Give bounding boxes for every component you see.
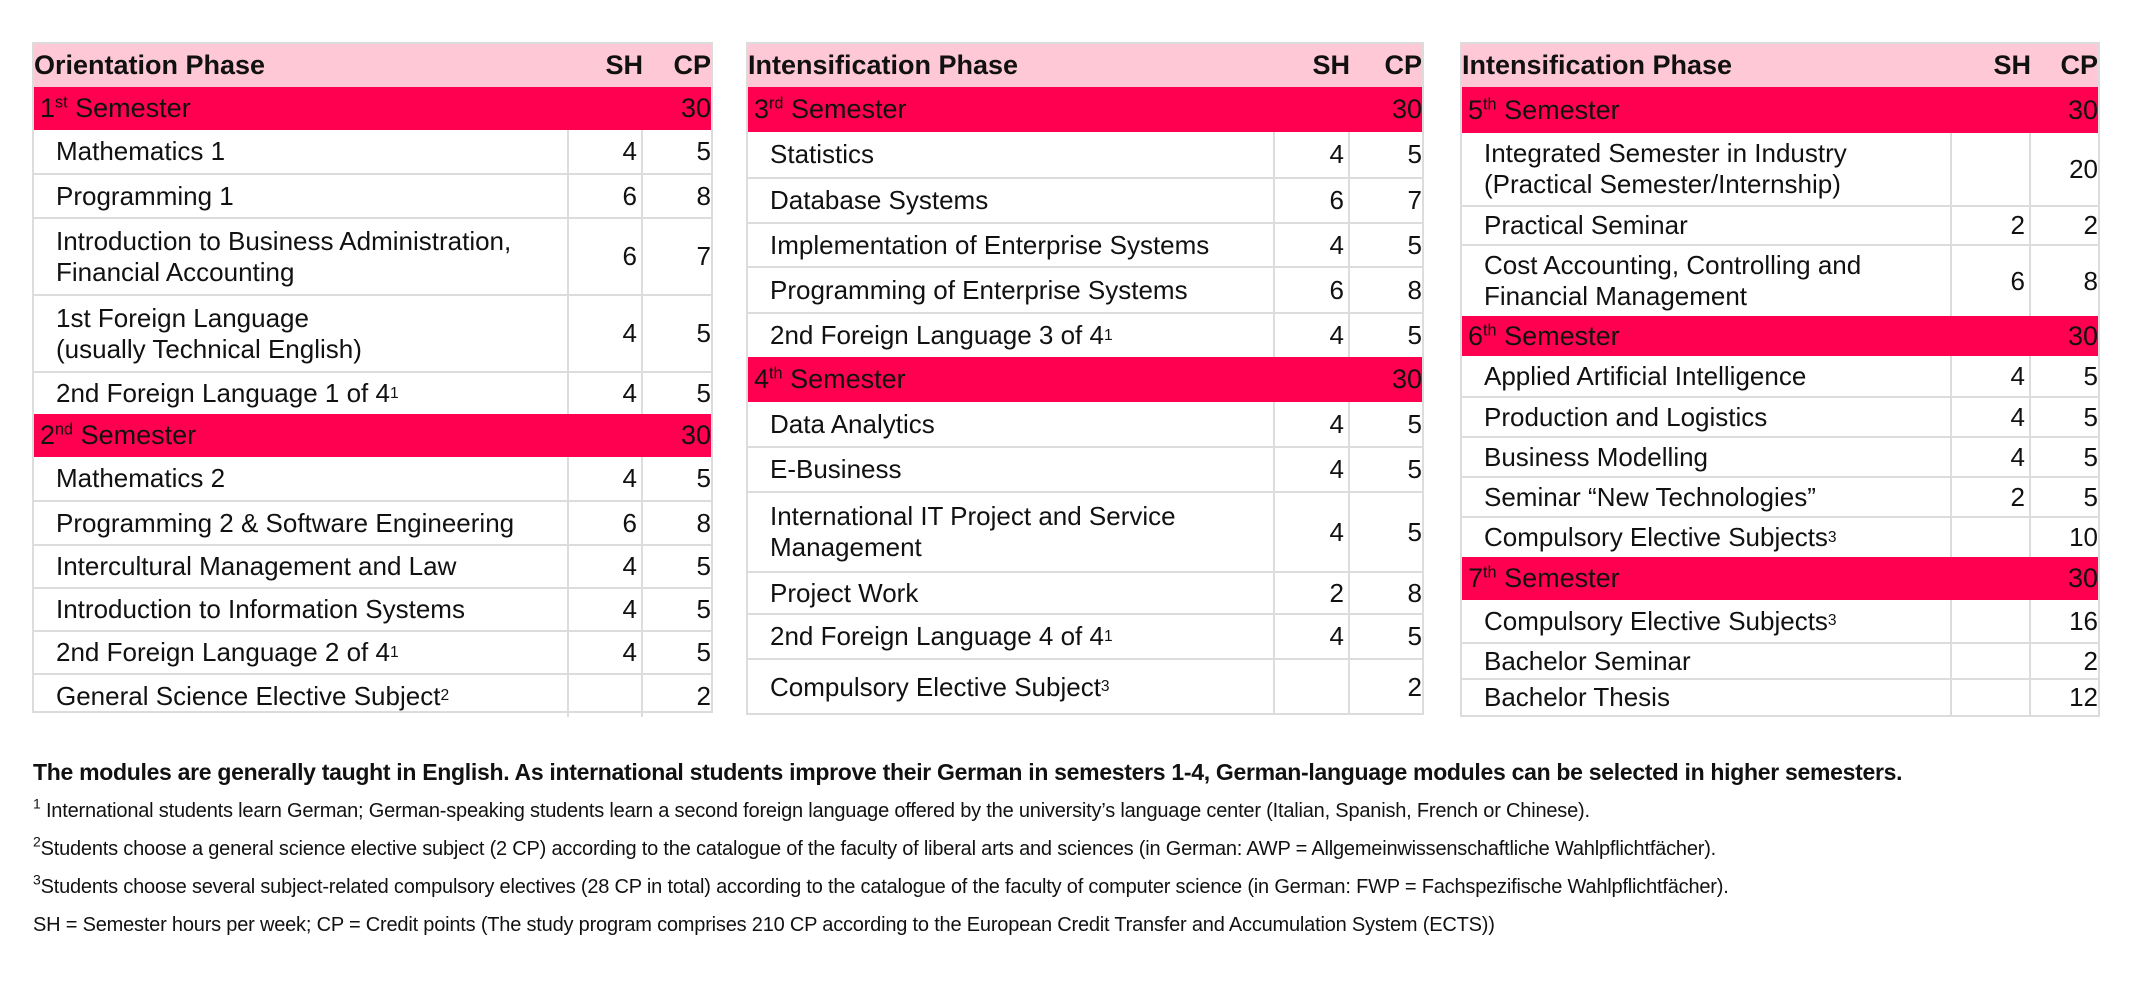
module-row xyxy=(748,266,1422,312)
module-cp: 5 xyxy=(2083,481,2098,512)
module-name: 2nd Foreign Language 2 of 4 1 xyxy=(34,632,569,673)
semester-row-6 xyxy=(1462,316,2098,356)
module-sh: 2 xyxy=(1275,573,1350,613)
module-cp: 5 xyxy=(2083,401,2098,432)
module-name: Introduction to Information Systems xyxy=(34,589,569,630)
module-cp: 12 xyxy=(2069,682,2098,712)
module-row xyxy=(34,294,711,371)
module-cp: 5 xyxy=(696,594,711,624)
semester-row-1 xyxy=(34,87,711,130)
module-row xyxy=(34,173,711,217)
module-row xyxy=(1462,436,2098,476)
module-name: Integrated Semester in Industry (Practical Semester/Internship) xyxy=(1462,133,1952,205)
module-row xyxy=(34,587,711,630)
module-cp: 5 xyxy=(1407,454,1422,484)
module-row xyxy=(1462,678,2098,715)
footnote-3: $^3$Students choose several subject-related compulsory electives (28 CP in total) according to the catalogue of the faculty of computer science (in German: FWP = Fachspezifische Wahlpflichtfächer). xyxy=(33,871,1729,898)
semester-total-cp: 30 xyxy=(1391,364,1422,394)
module-row xyxy=(1462,476,2098,516)
module-row xyxy=(748,222,1422,266)
module-name: Bachelor Seminar xyxy=(1462,644,1952,678)
footnote-2: $^2$Students choose a general science elective subject (2 CP) according to the catalogue of the faculty of liberal arts and sciences (in German: AWP = Allgemeinwissenschaftliche Wahlpflichtfächer). xyxy=(33,833,1717,860)
module-cp: 8 xyxy=(2083,265,2098,296)
module-name: Implementation of Enterprise Systems xyxy=(748,224,1275,266)
module-sh: 4 xyxy=(569,546,643,587)
module-cp: 5 xyxy=(1407,408,1422,439)
module-name: Compulsory Elective Subjects 3 xyxy=(1462,518,1952,557)
module-row xyxy=(1462,356,2098,396)
module-name: 2nd Foreign Language 4 of 4 1 xyxy=(748,615,1275,658)
module-sh: 4 xyxy=(1952,398,2031,436)
module-name: Production and Logistics xyxy=(1462,398,1952,436)
module-sh: 6 xyxy=(569,175,643,217)
module-cp: 8 xyxy=(696,507,711,538)
module-name: Mathematics 1 xyxy=(34,130,569,173)
intensification-phase-table-2 xyxy=(1460,42,2100,717)
module-row xyxy=(748,312,1422,357)
module-name: 2nd Foreign Language 1 of 4 1 xyxy=(34,373,569,414)
semester-row-5 xyxy=(1462,87,2098,133)
module-sh: 4 xyxy=(1952,438,2031,476)
module-name: Compulsory Elective Subjects 3 xyxy=(1462,600,1952,642)
module-row xyxy=(34,371,711,414)
module-row xyxy=(748,402,1422,446)
cp-column-header: CP xyxy=(2060,50,2098,80)
module-name: Cost Accounting, Controlling and Financial Management xyxy=(1462,246,1952,316)
module-name: Programming 2 & Software Engineering xyxy=(34,502,569,544)
module-row xyxy=(748,613,1422,658)
module-cp: 2 xyxy=(696,680,711,711)
abbreviation-legend: SH = Semester hours per week; CP = Credit points (The study program comprises 210 CP according to the European Credit Transfer and Accumulation System (ECTS)) xyxy=(33,914,1495,936)
notes-section xyxy=(33,754,2133,944)
module-row xyxy=(34,130,711,173)
module-cp: 5 xyxy=(1407,516,1422,547)
module-cp: 5 xyxy=(1407,320,1422,350)
semester-total-cp: 30 xyxy=(1391,94,1422,124)
module-cp: 7 xyxy=(1407,185,1422,215)
module-row xyxy=(34,457,711,500)
module-name: Applied Artificial Intelligence xyxy=(1462,356,1952,396)
module-cp: 8 xyxy=(696,180,711,211)
phase-title: Intensification Phase xyxy=(1462,50,1733,80)
module-sh: 6 xyxy=(1275,268,1350,312)
module-sh: 4 xyxy=(1275,402,1350,446)
module-cp: 5 xyxy=(2083,360,2098,391)
module-cp: 2 xyxy=(2083,210,2098,240)
module-row xyxy=(748,446,1422,491)
module-name: Mathematics 2 xyxy=(34,457,569,500)
module-name: Bachelor Thesis xyxy=(1462,680,1952,715)
module-row xyxy=(748,177,1422,222)
module-cp: 5 xyxy=(696,551,711,581)
cp-column-header: CP xyxy=(673,50,711,80)
module-cp: 5 xyxy=(696,136,711,166)
module-name: Seminar “New Technologies” xyxy=(1462,478,1952,516)
module-cp: 7 xyxy=(696,241,711,271)
module-cp: 5 xyxy=(1407,229,1422,260)
module-name: Practical Seminar xyxy=(1462,207,1952,244)
module-name: Business Modelling xyxy=(1462,438,1952,476)
module-sh xyxy=(569,675,643,717)
module-sh xyxy=(1275,660,1350,714)
semester-row-3 xyxy=(748,87,1422,132)
module-name: Intercultural Management and Law xyxy=(34,546,569,587)
module-name: 1st Foreign Language (usually Technical English) xyxy=(34,296,569,371)
module-sh: 2 xyxy=(1952,207,2031,244)
semester-label: 7th Semester xyxy=(1468,563,1620,593)
module-sh: 4 xyxy=(1275,224,1350,266)
module-name: Programming of Enterprise Systems xyxy=(748,268,1275,312)
module-row xyxy=(1462,600,2098,642)
module-cp: 5 xyxy=(696,318,711,348)
module-row xyxy=(34,500,711,544)
module-name: E-Business xyxy=(748,448,1275,491)
intensification-phase-table-1 xyxy=(746,42,1424,715)
module-cp: 5 xyxy=(1407,621,1422,651)
module-sh: 2 xyxy=(1952,478,2031,516)
semester-total-cp: 30 xyxy=(680,93,711,123)
module-row xyxy=(34,544,711,587)
module-row xyxy=(34,673,711,717)
table-header xyxy=(1462,44,2098,87)
module-row xyxy=(1462,133,2098,205)
module-cp: 16 xyxy=(2069,605,2098,636)
module-cp: 5 xyxy=(696,637,711,667)
module-sh: 4 xyxy=(569,130,643,173)
module-row xyxy=(1462,642,2098,678)
module-sh: 4 xyxy=(569,457,643,500)
sh-column-header: SH xyxy=(1312,50,1350,80)
module-sh: 4 xyxy=(569,632,643,673)
module-sh xyxy=(1952,518,2031,557)
module-name: Compulsory Elective Subject 3 xyxy=(748,660,1275,714)
module-sh: 4 xyxy=(1275,448,1350,491)
module-name: 2nd Foreign Language 3 of 4 1 xyxy=(748,314,1275,357)
table-header xyxy=(748,44,1422,87)
module-row xyxy=(1462,396,2098,436)
module-cp: 5 xyxy=(2083,441,2098,472)
module-cp: 20 xyxy=(2069,153,2098,184)
orientation-phase-table xyxy=(32,42,713,713)
module-row xyxy=(34,217,711,294)
module-sh: 4 xyxy=(1275,615,1350,658)
module-name: Introduction to Business Administration, Financial Accounting xyxy=(34,219,569,294)
module-row xyxy=(34,630,711,673)
module-sh: 4 xyxy=(569,296,643,371)
module-sh: 4 xyxy=(569,589,643,630)
module-cp: 2 xyxy=(2083,645,2098,676)
module-cp: 5 xyxy=(696,378,711,408)
module-row xyxy=(748,571,1422,613)
module-sh: 4 xyxy=(1275,493,1350,571)
semester-total-cp: 30 xyxy=(2067,94,2098,125)
semester-label: 1st Semester xyxy=(40,93,191,123)
semester-row-2 xyxy=(34,414,711,457)
module-sh xyxy=(1952,133,2031,205)
module-sh xyxy=(1952,644,2031,678)
semester-label: 2nd Semester xyxy=(40,420,197,450)
module-sh xyxy=(1952,680,2031,715)
sh-column-header: SH xyxy=(605,50,643,80)
module-sh: 4 xyxy=(569,373,643,414)
module-row xyxy=(748,132,1422,177)
language-note: The modules are generally taught in English. As international students improve their German in semesters 1-4, German-language modules can be selected in higher semesters. xyxy=(33,759,1903,785)
module-sh: 6 xyxy=(1275,179,1350,222)
module-cp: 8 xyxy=(1407,577,1422,608)
module-row xyxy=(1462,244,2098,316)
module-row xyxy=(748,658,1422,714)
semester-label: 4th Semester xyxy=(754,364,906,394)
module-sh: 6 xyxy=(569,219,643,294)
sh-column-header: SH xyxy=(1993,50,2031,80)
module-sh: 6 xyxy=(569,502,643,544)
module-sh: 4 xyxy=(1275,132,1350,177)
semester-label: 5th Semester xyxy=(1468,94,1620,125)
module-row xyxy=(1462,516,2098,557)
footnote-1: $^1$ International students learn German; German-speaking students learn a second foreign language offered by the university’s language center (Italian, Spanish, French or Chinese). xyxy=(33,795,1590,822)
module-name: General Science Elective Subject 2 xyxy=(34,675,569,717)
module-cp: 8 xyxy=(1407,274,1422,305)
module-cp: 5 xyxy=(696,463,711,493)
module-sh: 4 xyxy=(1275,314,1350,357)
module-name: Programming 1 xyxy=(34,175,569,217)
semester-label: 3rd Semester xyxy=(754,94,907,124)
module-cp: 5 xyxy=(1407,139,1422,169)
phase-title: Intensification Phase xyxy=(748,50,1019,80)
module-row xyxy=(748,491,1422,571)
semester-label: 6th Semester xyxy=(1468,320,1620,351)
module-name: Statistics xyxy=(748,132,1275,177)
module-cp: 10 xyxy=(2069,522,2098,552)
module-cp: 2 xyxy=(1407,671,1422,702)
module-sh: 6 xyxy=(1952,246,2031,316)
semester-total-cp: 30 xyxy=(680,420,711,450)
phase-title: Orientation Phase xyxy=(34,50,266,80)
table-header xyxy=(34,44,711,87)
cp-column-header: CP xyxy=(1384,50,1422,80)
semester-total-cp: 30 xyxy=(2067,563,2098,593)
semester-total-cp: 30 xyxy=(2067,320,2098,351)
semester-row-7 xyxy=(1462,557,2098,600)
module-sh xyxy=(1952,600,2031,642)
semester-row-4 xyxy=(748,357,1422,402)
module-row xyxy=(1462,205,2098,244)
module-name: Data Analytics xyxy=(748,402,1275,446)
module-name: Project Work xyxy=(748,573,1275,613)
module-name: Database Systems xyxy=(748,179,1275,222)
module-name: International IT Project and Service Management xyxy=(748,493,1275,571)
module-sh: 4 xyxy=(1952,356,2031,396)
